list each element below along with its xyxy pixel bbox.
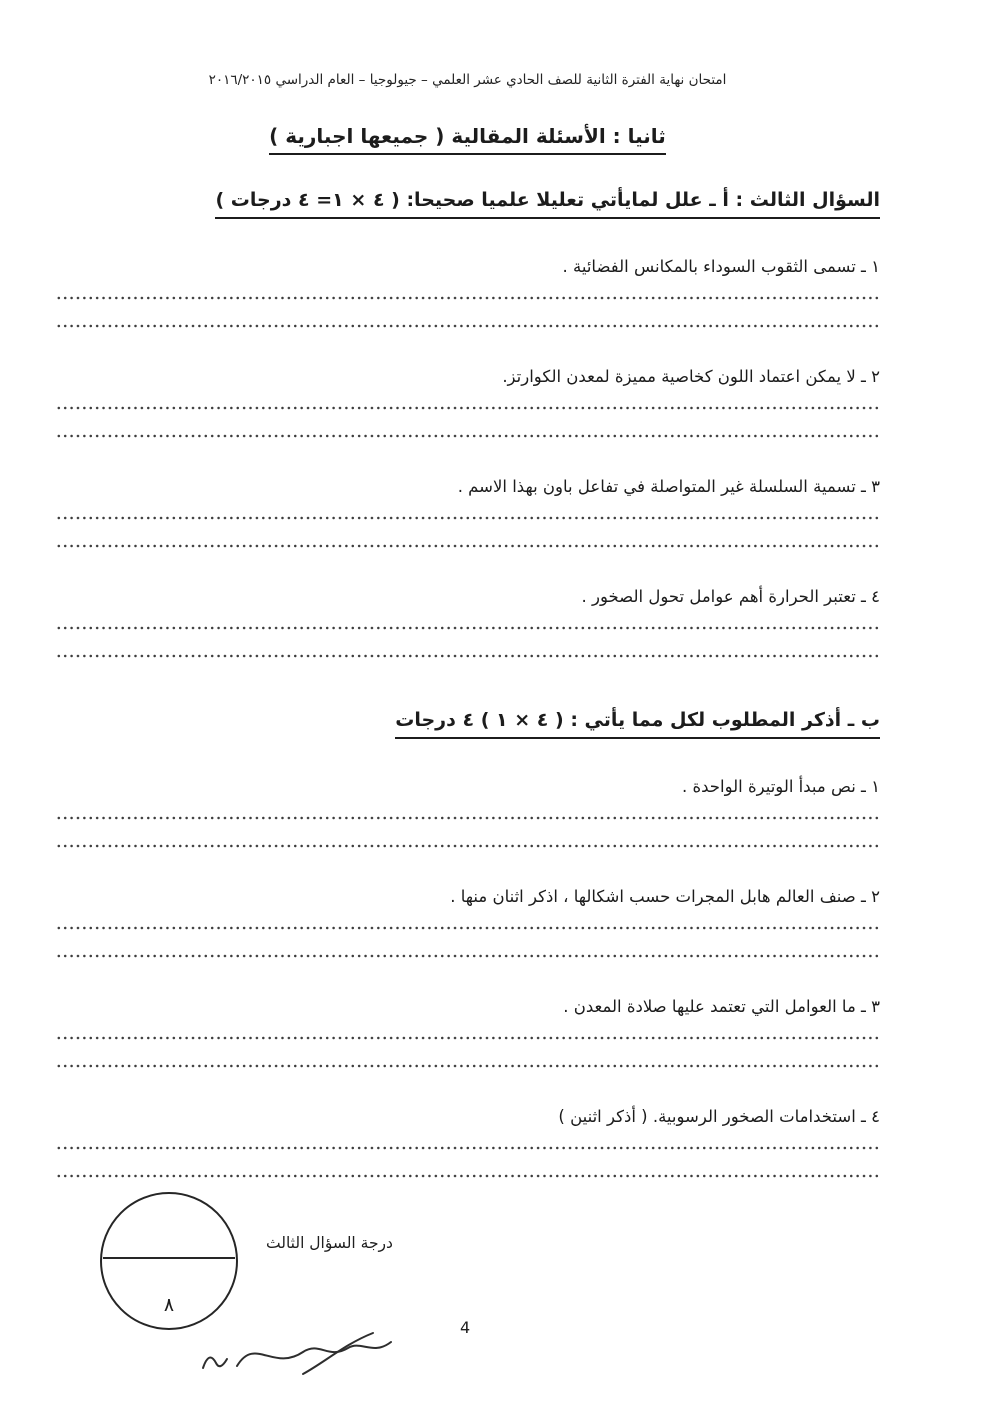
section-b-heading xyxy=(55,709,880,739)
section-a-heading-text: السؤال الثالث : أ ـ علل لمايأتي تعليلا علميا صحيحا: ( ٤ × ١= ٤ درجات ) xyxy=(215,189,880,219)
answer-dotted-line xyxy=(55,405,880,411)
question-b-4 xyxy=(55,1107,880,1179)
score-label: درجة السؤال الثالث xyxy=(266,1234,393,1252)
answer-dotted-line xyxy=(55,1145,880,1151)
score-circle xyxy=(100,1192,238,1330)
answer-dotted-line xyxy=(55,515,880,521)
question-text: ٢ ـ صنف العالم هابل المجرات حسب اشكالها ، اذكر اثنان منها . xyxy=(450,887,880,906)
answer-dotted-line xyxy=(55,295,880,301)
answer-dotted-line xyxy=(55,843,880,849)
answer-dotted-line xyxy=(55,543,880,549)
answer-dotted-line xyxy=(55,925,880,931)
question-text: ٤ ـ استخدامات الصخور الرسوبية. ( أذكر اثنين ) xyxy=(558,1107,880,1126)
question-a-3 xyxy=(55,477,880,549)
answer-dotted-line xyxy=(55,625,880,631)
title-row xyxy=(55,124,880,155)
question-a-2 xyxy=(55,367,880,439)
answer-dotted-line xyxy=(55,1173,880,1179)
answer-dotted-line xyxy=(55,433,880,439)
answer-dotted-line xyxy=(55,1035,880,1041)
answer-dotted-line xyxy=(55,815,880,821)
answer-dotted-line xyxy=(55,653,880,659)
question-text: ٢ ـ لا يمكن اعتماد اللون كخاصية مميزة لمعدن الكوارتز. xyxy=(502,367,880,386)
section-b-heading-text: ب ـ أذكر المطلوب لكل مما يأتي : ( ٤ × ١ ) ٤ درجات xyxy=(395,709,880,739)
score-value: ٨ xyxy=(163,1294,175,1316)
question-text: ٣ ـ تسمية السلسلة غير المتواصلة في تفاعل باون بهذا الاسم . xyxy=(457,477,880,496)
section-a-heading xyxy=(55,189,880,219)
page-title: ثانيا : الأسئلة المقالية ( جميعها اجبارية ) xyxy=(269,124,666,155)
question-a-1 xyxy=(55,257,880,329)
answer-dotted-line xyxy=(55,953,880,959)
question-a-4 xyxy=(55,587,880,659)
question-text: ١ ـ نص مبدأ الوتيرة الواحدة . xyxy=(682,777,880,796)
answer-dotted-line xyxy=(55,323,880,329)
answer-dotted-line xyxy=(55,1063,880,1069)
question-b-2 xyxy=(55,887,880,959)
signature-scribble xyxy=(185,1320,400,1390)
question-b-3 xyxy=(55,997,880,1069)
question-text: ٣ ـ ما العوامل التي تعتمد عليها صلادة المعدن . xyxy=(563,997,880,1016)
question-text: ١ ـ تسمى الثقوب السوداء بالمكانس الفضائية . xyxy=(562,257,880,276)
exam-header: امتحان نهاية الفترة الثانية للصف الحادي عشر العلمي – جيولوجيا – العام الدراسي ٢٠١٦/٢٠١٥ xyxy=(208,72,727,88)
score-divider-line xyxy=(103,1257,235,1259)
page-number: 4 xyxy=(460,1318,471,1337)
question-text: ٤ ـ تعتبر الحرارة أهم عوامل تحول الصخور . xyxy=(581,587,880,606)
question-b-1 xyxy=(55,777,880,849)
